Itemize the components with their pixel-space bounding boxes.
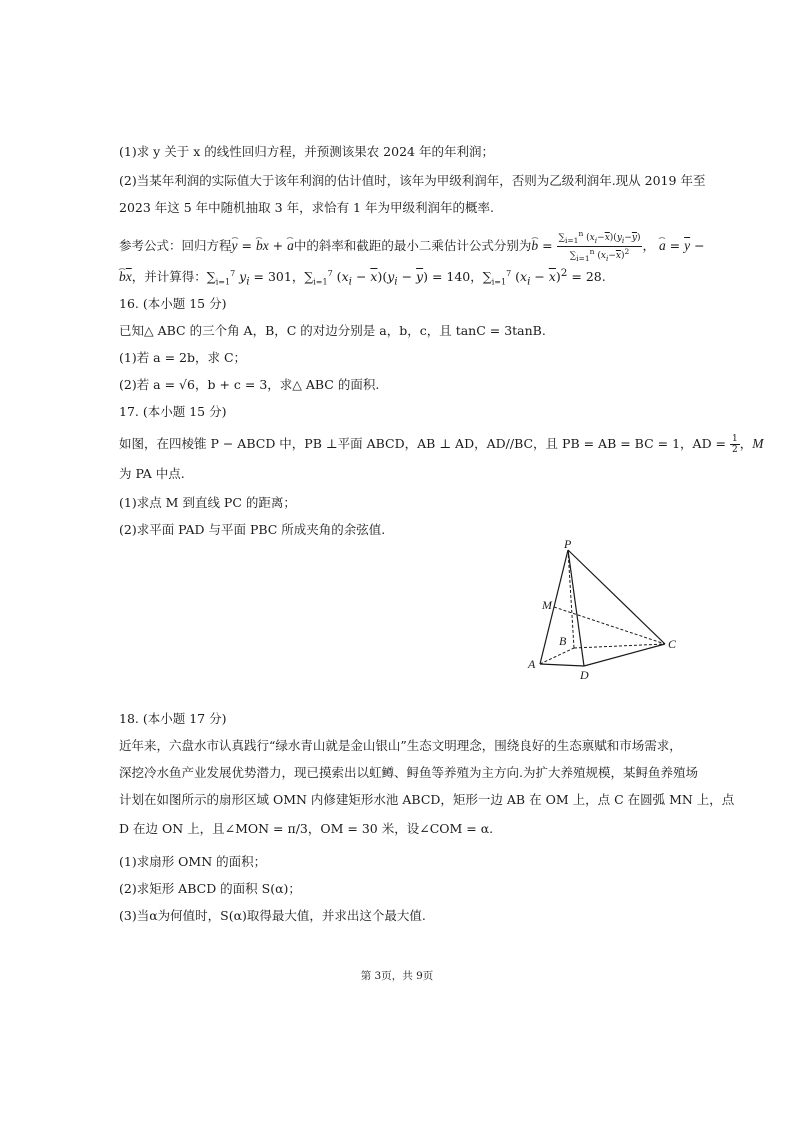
label-b: B [559, 634, 567, 648]
q15-reference-sums: ⌢ $b\overline{x}$，并计算得：$\sum_{i=1}^7$ $y_i = 301$，$\sum_{i=1}^7$ $(x_i - \overline{x})(y_i - \overline{y}) = 140$，$\sum_{i=1}^7$ $(x_i - \overline{x})^2 = 28$. [119, 264, 606, 292]
label-d: D [580, 668, 589, 680]
edge-pd [568, 550, 584, 666]
q15-part2-line2: 2023 年这 5 年中随机抽取 3 年，求恰有 1 年为甲级利润年的概率. [119, 200, 494, 215]
ref-mid: 中的斜率和截距的最小二乘估计公式分别为 [293, 237, 532, 253]
ref-label: 参考公式：回归方程 [119, 237, 232, 253]
slope-fraction: $\frac{\sum_{i=1}^n (x_i-\overline{x})(y_i-\overline{y})}{\sum_{i=1}^n (x_i-\overline{x})^2}$ [558, 229, 641, 263]
page-footer: 第 3页，共 9页 [360, 970, 434, 982]
label-p: P [564, 537, 572, 551]
edge-pc [568, 550, 665, 644]
q17-stem-text: 如图，在四棱锥 P − ABCD 中，PB ⊥平面 ABCD，AB ⊥ AD，AD//BC，且 PB = AB = BC = 1，AD = [119, 436, 727, 451]
q18-line3: 计划在如图所示的扇形区域 OMN 内修建矩形水池 ABCD，矩形一边 AB 在 OM 上，点 C 在圆弧 MN 上，点 [119, 792, 735, 807]
q16-part1: (1)若 a = 2b，求 C； [119, 350, 247, 365]
q18-title: 18. (本小题 17 分) [119, 711, 227, 726]
label-a: A [528, 657, 536, 671]
q16-stem: 已知△ ABC 的三个角 A，B，C 的对边分别是 a，b，c，且 tanC = 3tanB. [119, 323, 546, 338]
q18-part3: (3)当α为何值时，S(α)取得最大值，并求出这个最大值. [119, 908, 426, 923]
q15-reference-formula: 参考公式：回归方程⌢ y = ⌢ bx + ⌢ a中的斜率和截距的最小二乘估计公式分别为⌢ b = $\frac{\sum_{i=1}^n (x_i-\overline{x})(y_i-\overline{y})}{\sum_{i=1}^n (x_i-\overline{x})^2}$ ， ⌢ $a = \overline{y}$ − [119, 229, 705, 264]
q16-title: 16. (本小题 15 分) [119, 296, 227, 311]
ad-fraction: $\frac{1}{2}$ [732, 434, 738, 455]
edge-pb-hidden [568, 550, 574, 648]
q15-part1: (1)求 y 关于 x 的线性回归方程，并预测该果农 2024 年的年利润； [119, 144, 494, 159]
q18-line4: D 在边 ON 上，且∠MON = π/3，OM = 30 米，设∠COM = α. [119, 821, 494, 836]
q17-stem-line2: 为 PA 中点. [119, 466, 185, 481]
label-c: C [668, 637, 677, 651]
edge-ab-hidden [540, 648, 574, 664]
q18-line1: 近年来，六盘水市认真践行“绿水青山就是金山银山”生态文明理念，围绕良好的生态禀赋和市场需求， [119, 738, 682, 753]
pyramid-figure [522, 536, 682, 680]
segment-mc-hidden [554, 607, 665, 644]
q16-part2: (2)若 a = √6，b + c = 3，求△ ABC 的面积. [119, 377, 380, 392]
q18-part1: (1)求扇形 OMN 的面积； [119, 854, 267, 869]
q17-part1: (1)求点 M 到直线 PC 的距离； [119, 495, 296, 510]
q18-line2: 深挖冷水鱼产业发展优势潜力，现已摸索出以虹鳟、鲟鱼等养殖为主方向.为扩大养殖规模，某鲟鱼养殖场 [119, 765, 698, 780]
q17-part2: (2)求平面 PAD 与平面 PBC 所成夹角的余弦值. [119, 522, 386, 537]
q17-title: 17. (本小题 15 分) [119, 404, 227, 419]
edge-ad [540, 664, 584, 666]
q15-part2-line1: (2)当某年利润的实际值大于该年利润的估计值时，该年为甲级利润年，否则为乙级利润年.现从 2019 年至 [119, 173, 706, 188]
label-m: M [542, 598, 552, 612]
q18-part2: (2)求矩形 ABCD 的面积 S(α)； [119, 881, 301, 896]
ref-calc: ，并计算得： [131, 269, 207, 285]
q17-stem-line1: 如图，在四棱锥 P − ABCD 中，PB ⊥平面 ABCD，AB ⊥ AD，AD//BC，且 PB = AB = BC = 1，AD = $\frac{1}{2}$ ，M [119, 434, 764, 455]
